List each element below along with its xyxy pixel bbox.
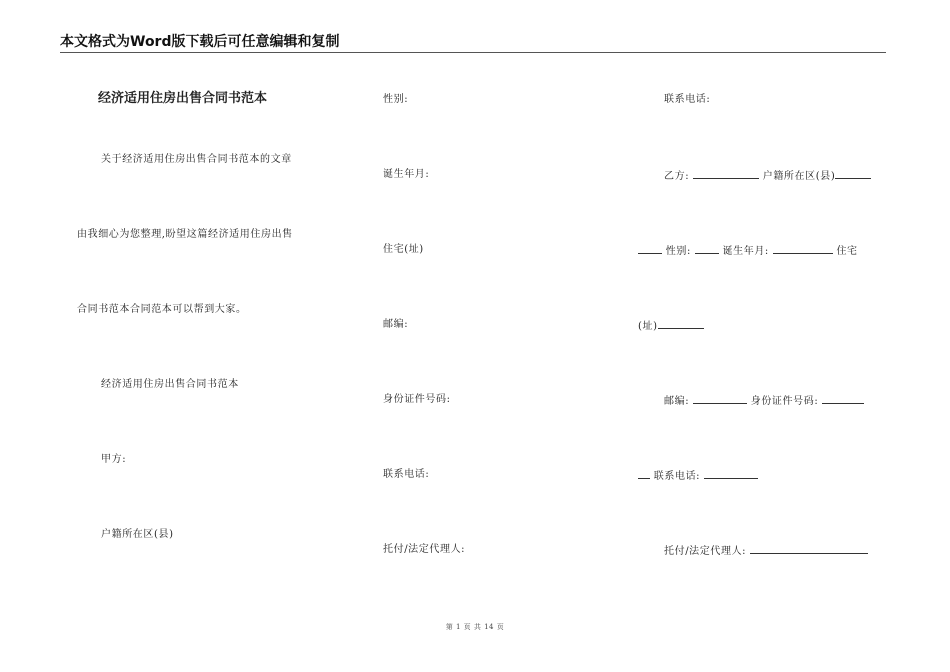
party-b-residence-line <box>638 318 704 334</box>
party-b-postcode-label: 邮编: <box>664 396 690 407</box>
party-b-label: 乙方: <box>664 171 690 182</box>
party-b-id-label: 身份证件号码: <box>750 396 819 407</box>
party-b-phone-label: 联系电话: <box>653 471 701 482</box>
blank-line <box>835 168 871 179</box>
blank-line <box>822 393 864 404</box>
party-b-detail-line <box>638 243 858 259</box>
intro-line-2: 由我细心为您整理,盼望这篇经济适用住房出售 <box>77 229 293 240</box>
intro-line-3: 合同书范本合同范本可以帮到大家。 <box>77 304 247 315</box>
party-b-postcode-line <box>664 393 864 409</box>
party-b-line <box>664 168 871 184</box>
party-b-agent-label: 托付/法定代理人: <box>664 546 747 557</box>
party-a-id-label: 身份证件号码: <box>383 394 451 405</box>
blank-line <box>693 393 747 404</box>
party-a-phone-label-right: 联系电话: <box>664 94 711 105</box>
page-header <box>60 34 886 53</box>
party-b-phone-line <box>638 468 758 484</box>
party-b-agent-line <box>664 543 868 559</box>
blank-line <box>658 318 704 329</box>
intro-line-1: 关于经济适用住房出售合同书范本的文章 <box>101 154 292 165</box>
party-b-residence-label: 住宅 <box>836 246 858 257</box>
party-a-label: 甲方: <box>101 454 127 465</box>
party-a-birth-label: 诞生年月: <box>383 169 430 180</box>
party-b-birth-label: 诞生年月: <box>722 246 769 257</box>
party-a-phone-label: 联系电话: <box>383 469 430 480</box>
party-a-residence-label: 住宅(址) <box>383 244 424 255</box>
page-number: 第 1 页 共 14 页 <box>445 623 505 631</box>
party-b-gender-label: 性别: <box>665 246 691 257</box>
party-a-gender-label: 性别: <box>383 94 409 105</box>
blank-line <box>638 468 650 479</box>
blank-line <box>773 243 833 254</box>
party-b-residence-suffix: (址) <box>638 321 658 332</box>
blank-line <box>693 168 759 179</box>
header-text: 本文格式为Word版下载后可任意编辑和复制 <box>60 34 340 50</box>
blank-line <box>750 543 868 554</box>
party-b-household-label: 户籍所在区(县) <box>762 171 836 182</box>
contract-subtitle: 经济适用住房出售合同书范本 <box>101 379 239 390</box>
party-a-household-label: 户籍所在区(县) <box>101 529 174 540</box>
blank-line <box>695 243 719 254</box>
document-title: 经济适用住房出售合同书范本 <box>98 91 268 106</box>
party-a-agent-label: 托付/法定代理人: <box>383 544 466 555</box>
party-a-postcode-label: 邮编: <box>383 319 409 330</box>
blank-line <box>638 243 662 254</box>
blank-line <box>704 468 758 479</box>
